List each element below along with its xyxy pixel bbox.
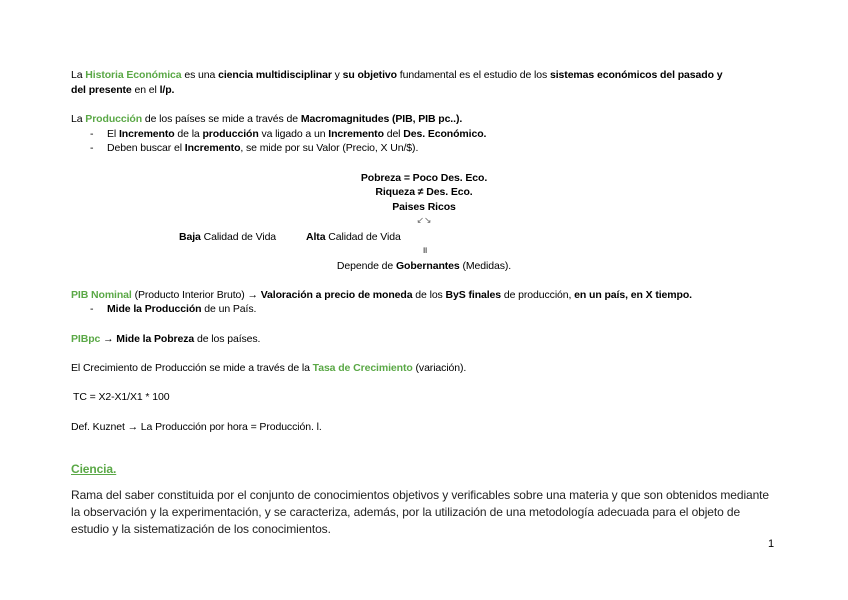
depende-line <box>0 260 848 273</box>
bold-text: Incremento <box>184 142 241 154</box>
bullet-marker: - <box>90 142 94 154</box>
text: fundamental es el estudio de los <box>396 69 550 81</box>
text: Calidad de Vida <box>200 231 277 243</box>
bold-text: Incremento <box>118 128 175 140</box>
bold-text: Des. Económico. <box>403 128 487 140</box>
bold-text: Mide la Producción <box>107 303 202 315</box>
text: es una <box>181 69 219 81</box>
bold-text: Baja <box>179 231 201 243</box>
bold-text: l/p. <box>159 84 175 96</box>
page-number: 1 <box>768 538 775 550</box>
ciencia-heading: Ciencia. <box>71 462 117 476</box>
text: La <box>71 69 86 81</box>
bold-text: ciencia multidisciplinar <box>218 69 332 81</box>
text: , se mide por su Valor (Precio, X Un/$). <box>240 142 419 154</box>
list-item <box>107 142 418 155</box>
text: (Medidas). <box>459 260 512 272</box>
text: Calidad de Vida <box>325 231 401 243</box>
bold-text: Macromagnitudes (PIB, PIB pc..). <box>300 113 463 125</box>
text: en el <box>131 84 160 96</box>
bold-text: en un país, en X tiempo. <box>574 289 692 301</box>
text: del <box>383 128 404 140</box>
list-item <box>107 303 256 316</box>
text: de producción, <box>501 289 575 301</box>
ciencia-paragraph: Rama del saber constituida por el conjunto de conocimientos objetivos y verificables sobre una materia y que son obtenidos mediante la observación y la experimentación, y se caracteriza, además, por la utilización de una metodología adecuada para el objeto de estudio y la sistematización de los conocimientos. <box>71 488 769 536</box>
intro-line-1 <box>71 69 722 82</box>
bold-text: del presente <box>71 84 132 96</box>
text: y <box>331 69 343 81</box>
baja-calidad <box>179 231 276 244</box>
text: de la <box>174 128 203 140</box>
diverging-arrows-icon: ↙↘ <box>416 216 432 226</box>
bold-text: Incremento <box>328 128 384 140</box>
list-item <box>107 128 486 141</box>
text: de los <box>412 289 446 301</box>
tc-formula: TC = X2-X1/X1 * 100 <box>73 391 170 403</box>
bold-text: ByS finales <box>445 289 502 301</box>
alta-calidad <box>306 231 401 244</box>
text: El Crecimiento de Producción se mide a través de la <box>71 362 313 374</box>
bullet-marker: - <box>90 303 94 315</box>
highlight-historia-economica: Historia Económica <box>85 69 182 81</box>
produccion-line <box>71 113 462 126</box>
text: El <box>107 128 119 140</box>
riqueza-line: Riqueza ≠ Des. Eco. <box>375 186 473 198</box>
equals-mark: ॥ <box>422 246 428 256</box>
intro-line-2 <box>71 84 174 97</box>
bold-text: Valoración a precio de moneda <box>260 289 413 301</box>
text: va ligado a un <box>258 128 329 140</box>
text: Depende de <box>336 260 396 272</box>
highlight-produccion: Producción <box>85 113 143 125</box>
bold-text: Alta <box>306 231 326 243</box>
bold-text: su objetivo <box>342 69 397 81</box>
pib-nominal-line <box>71 289 692 302</box>
text: (Producto Interior Bruto) → <box>131 289 261 301</box>
bold-text: → Mide la Pobreza <box>100 333 195 345</box>
crecimiento-line <box>71 362 466 375</box>
highlight-tasa-crecimiento: Tasa de Crecimiento <box>312 362 413 374</box>
text: (variación). <box>412 362 467 374</box>
pibpc-line <box>71 333 260 346</box>
text: de los países. <box>194 333 261 345</box>
text: La <box>71 113 86 125</box>
paises-ricos-line: Paises Ricos <box>392 201 456 213</box>
bold-text: Gobernantes <box>395 260 460 272</box>
bold-text: producción <box>202 128 259 140</box>
text: Deben buscar el <box>107 142 185 154</box>
kuznet-definition: Def. Kuznet → La Producción por hora = Producción. l. <box>71 421 322 433</box>
highlight-pib-nominal: PIB Nominal <box>71 289 132 301</box>
pobreza-line: Pobreza = Poco Des. Eco. <box>360 172 488 184</box>
bullet-marker: - <box>90 128 94 140</box>
highlight-pibpc: PIBpc <box>71 333 101 345</box>
text: de un País. <box>201 303 257 315</box>
text: de los países se mide a través de <box>142 113 301 125</box>
bold-text: sistemas económicos del pasado y <box>550 69 723 81</box>
